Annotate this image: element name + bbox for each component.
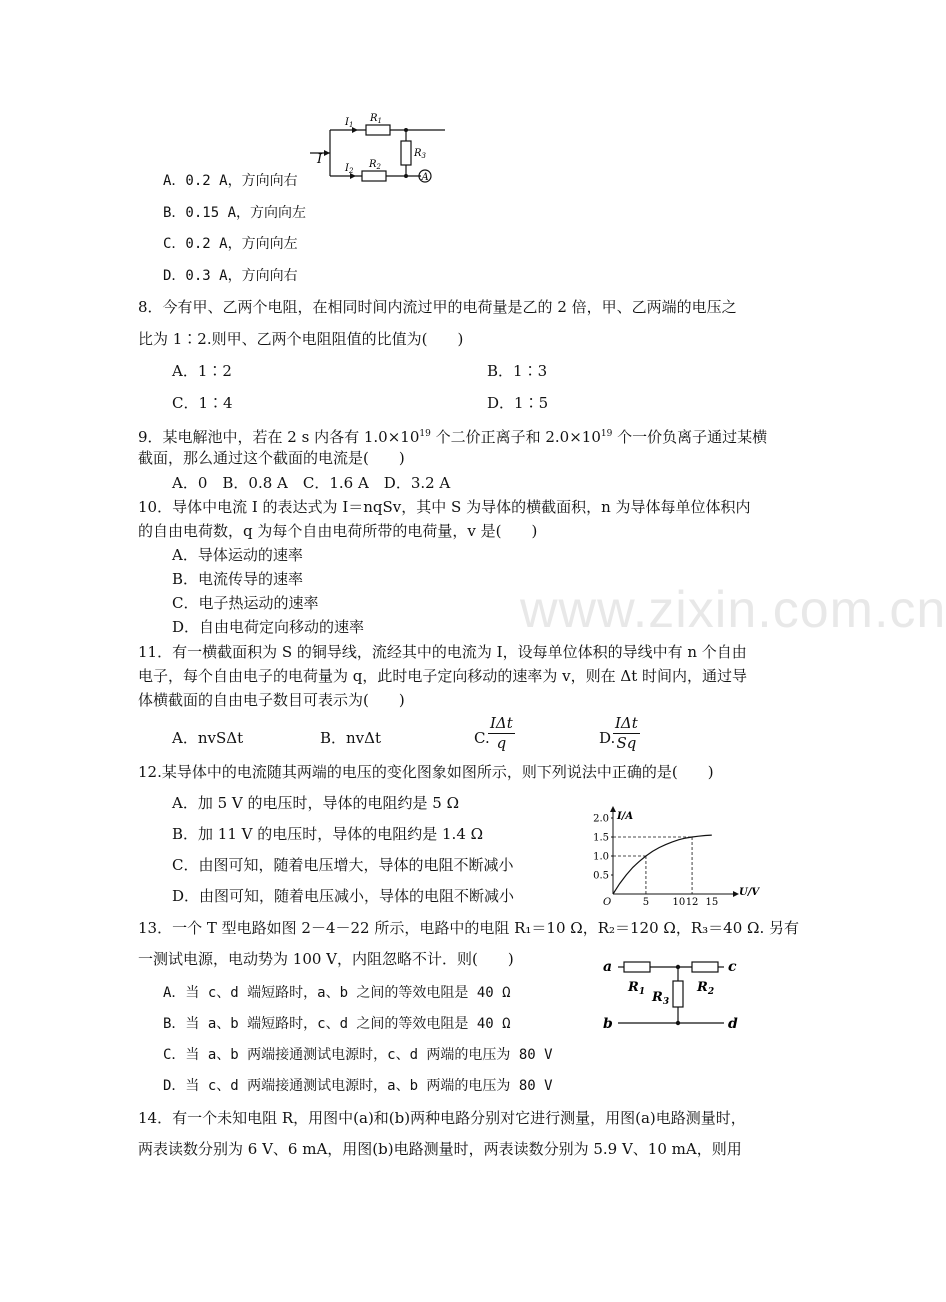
q11-stem-line1: 11．有一横截面积为 S 的铜导线，流经其中的电流为 I，设每单位体积的导线中有 n 个自由 bbox=[138, 643, 747, 661]
q11-stem-line2: 电子，每个自由电子的电荷量为 q，此时电子定向移动的速率为 v，则在 Δt 时间内，通过导 bbox=[138, 667, 748, 685]
x-tick-label: 12 bbox=[685, 897, 699, 908]
q7-current-label: I bbox=[317, 152, 323, 167]
q13-terminal-c: c bbox=[728, 959, 737, 975]
q10-option-a: A．导体运动的速率 bbox=[172, 546, 303, 564]
q7-option-a: A．0.2 A，方向向右 bbox=[163, 173, 298, 189]
svg-text:R2: $R_2$ bbox=[697, 980, 715, 997]
y-tick-label: 1.5 bbox=[593, 832, 609, 844]
q11-option-c-fraction: IΔt q bbox=[490, 714, 513, 752]
q7-option-c: C．0.2 A，方向向左 bbox=[163, 236, 298, 252]
q12-stem: 12.某导体中的电流随其两端的电压的变化图象如图所示，则下列说法中正确的是( ) bbox=[138, 763, 714, 781]
q8-option-b: B．1∶3 bbox=[487, 362, 548, 380]
svg-text:R2: $R_2$ bbox=[369, 159, 381, 171]
q8-option-d: D．1∶5 bbox=[487, 394, 549, 412]
x-tick-label: 10 bbox=[672, 897, 686, 908]
q10-option-c: C．电子热运动的速率 bbox=[172, 594, 319, 612]
q10-stem-line2: 的自由电荷数，q 为每个自由电荷所带的电荷量，v 是( ) bbox=[138, 522, 538, 540]
q13-option-c: C．当 a、b 两端接通测试电源时，c、d 两端的电压为 80 V bbox=[163, 1047, 553, 1063]
q10-option-d: D．自由电荷定向移动的速率 bbox=[172, 618, 365, 636]
q8-stem-line2: 比为 1∶2.则甲、乙两个电阻阻值的比值为( ) bbox=[138, 330, 464, 348]
q10-option-b: B．电流传导的速率 bbox=[172, 570, 304, 588]
q9-options: A．0 B．0.8 A C．1.6 A D．3.2 A bbox=[172, 474, 451, 492]
x-tick-label: 5 bbox=[642, 897, 650, 908]
q8-stem-line1: 8．今有甲、乙两个电阻，在相同时间内流过甲的电荷量是乙的 2 倍，甲、乙两端的电压之 bbox=[138, 298, 737, 316]
svg-text:R1: $R_1$ bbox=[628, 980, 646, 997]
q12-option-b: B．加 11 V 的电压时，导体的电阻约是 1.4 Ω bbox=[172, 825, 484, 843]
x-tick-label: 15 bbox=[705, 897, 719, 908]
q13-option-d: D．当 c、d 两端接通测试电源时，a、b 两端的电压为 80 V bbox=[163, 1078, 553, 1094]
q13-option-b: B．当 a、b 端短路时，c、d 之间的等效电阻是 40 Ω bbox=[163, 1016, 511, 1032]
q13-t-circuit-figure bbox=[600, 955, 750, 1040]
svg-text:I2: $I_2$ bbox=[345, 163, 354, 175]
y-axis-label: I/A bbox=[617, 811, 634, 822]
q13-option-a: A．当 c、d 端短路时，a、b 之间的等效电阻是 40 Ω bbox=[163, 985, 511, 1001]
q7-option-b: B．0.15 A，方向向左 bbox=[163, 205, 307, 221]
q11-stem-line3: 体横截面的自由电子数目可表示为( ) bbox=[138, 691, 405, 709]
q8-option-a: A．1∶2 bbox=[172, 362, 232, 380]
q7-option-d: D．0.3 A，方向向右 bbox=[163, 268, 298, 284]
y-axis-arrow bbox=[610, 806, 616, 812]
q7-ammeter-label: A bbox=[421, 172, 429, 183]
x-axis-label: U/V bbox=[739, 887, 760, 898]
y-tick-label: 1.0 bbox=[593, 851, 609, 863]
q13-stem-line1: 13．一个 T 型电路如图 2－4－22 所示，电路中的电阻 R₁＝10 Ω，R₂＝120 Ω，R₃＝40 Ω. 另有 bbox=[138, 919, 799, 937]
q12-option-a: A．加 5 V 的电压时，导体的电阻约是 5 Ω bbox=[172, 794, 460, 812]
q13-stem-line2: 一测试电源，电动势为 100 V，内阻忽略不计．则( ) bbox=[138, 950, 514, 968]
q10-stem-line1: 10．导体中电流 I 的表达式为 I＝nqSv，其中 S 为导体的横截面积，n 为导体每单位体积内 bbox=[138, 498, 751, 516]
y-tick-label: 2.0 bbox=[593, 813, 609, 825]
svg-text:I bbox=[316, 152, 323, 167]
q13-terminal-d: d bbox=[728, 1016, 738, 1032]
q12-option-d: D．由图可知，随着电压减小，导体的电阻不断减小 bbox=[172, 887, 515, 905]
q12-option-c: C．由图可知，随着电压增大，导体的电阻不断减小 bbox=[172, 856, 514, 874]
q11-option-b: B．nvΔt bbox=[320, 729, 382, 747]
q8-option-c: C．1∶4 bbox=[172, 394, 233, 412]
q9-stem-line1: 9．某电解池中，若在 2 s 内各有 $1.0\times 10^{19}$ 个二价正离子和 $2.0\times 10^{19}$ 个一价负离子通过某横 bbox=[138, 428, 768, 446]
iu-curve bbox=[613, 835, 712, 894]
q14-stem-line1: 14．有一个未知电阻 R，用图中(a)和(b)两种电路分别对它进行测量，用图(a)电路测量时， bbox=[138, 1109, 746, 1127]
q11-option-a: A．nvSΔt bbox=[172, 729, 244, 747]
q7-circuit-figure bbox=[310, 108, 455, 188]
q11-option-d-fraction: IΔt Sq bbox=[615, 714, 638, 752]
q13-terminal-b: b bbox=[603, 1016, 613, 1032]
svg-text:I1: $I_1$ bbox=[345, 117, 354, 129]
origin-label: O bbox=[603, 897, 612, 908]
q13-terminal-a: a bbox=[603, 959, 613, 975]
q14-stem-line2: 两表读数分别为 6 V、6 mA，用图(b)电路测量时，两表读数分别为 5.9 V、10 mA，则用 bbox=[138, 1140, 742, 1158]
watermark: www.zixin.com.cn bbox=[520, 581, 946, 639]
svg-text:R3: $R_3$ bbox=[652, 990, 670, 1007]
q11-option-d-label: D. bbox=[599, 729, 616, 747]
q9-stem-line2: 截面，那么通过这个截面的电流是( ) bbox=[138, 449, 405, 467]
svg-text:R3: $R_3$ bbox=[414, 148, 426, 160]
svg-text:R1: $R_1$ bbox=[370, 113, 382, 125]
q11-option-c-label: C. bbox=[474, 729, 490, 747]
y-tick-label: 0.5 bbox=[593, 870, 609, 882]
q12-iu-chart bbox=[585, 810, 760, 910]
